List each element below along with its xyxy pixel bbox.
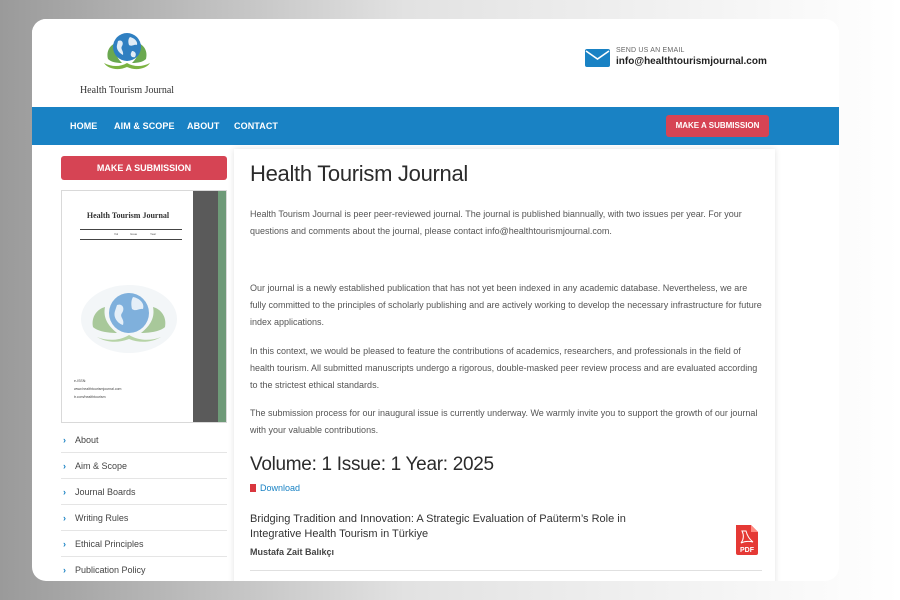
sidebar-menu: [61, 427, 227, 581]
issue-title: Volume: 1 Issue: 1 Year: 2025: [250, 454, 494, 475]
cover-divider: [80, 229, 182, 230]
nav-make-submission-button[interactable]: MAKE A SUBMISSION: [666, 115, 769, 137]
site-logo[interactable]: [72, 29, 182, 101]
cover-spine: [193, 191, 218, 422]
download-label: Download: [260, 483, 301, 493]
sidebar-item-label: Ethical Principles: [75, 539, 144, 549]
cover-footer-line: www.healthtourismjournal.com: [74, 387, 122, 391]
chevron-right-icon: ›: [63, 487, 66, 497]
email-link[interactable]: info@healthtourismjournal.com: [616, 56, 767, 67]
cover-subhead: Vol: [114, 232, 119, 236]
cover-subhead: Year: [150, 232, 157, 236]
pdf-label: PDF: [740, 547, 754, 554]
cover-divider: [80, 239, 182, 240]
pdf-file-icon[interactable]: [734, 525, 760, 555]
page-title: Health Tourism Journal: [250, 161, 468, 186]
cover-spine-accent: [218, 191, 226, 422]
cover-footer-line: tr.com/healthtourism: [74, 395, 106, 399]
body-paragraph: Our journal is a newly established publication that has not yet been indexed in any academic database. Nevertheless, we are fully committed to the principles of scholarly publishing and are actively working to develop the necessary infrastructure for future index applications.: [250, 283, 762, 327]
main-content: [234, 149, 775, 581]
chevron-right-icon: ›: [63, 461, 66, 471]
main-navigation: [32, 107, 839, 145]
cover-page: [62, 191, 193, 422]
sidebar-item-aim-scope[interactable]: [61, 453, 227, 479]
logo-text: Health Tourism Journal: [79, 85, 175, 96]
site-header: [32, 19, 839, 107]
cover-subhead: Issue: [130, 232, 138, 236]
sidebar-make-submission-button[interactable]: MAKE A SUBMISSION: [61, 156, 227, 180]
chevron-right-icon: ›: [63, 513, 66, 523]
cover-title: Health Tourism Journal: [86, 211, 170, 220]
nav-home[interactable]: HOME: [70, 121, 98, 131]
sidebar-item-label: Writing Rules: [75, 513, 129, 523]
sidebar-item-label: Journal Boards: [75, 487, 136, 497]
chevron-right-icon: ›: [63, 565, 66, 575]
sidebar-item-journal-boards[interactable]: [61, 479, 227, 505]
sidebar-item-writing-rules[interactable]: [61, 505, 227, 531]
sidebar-item-about[interactable]: [61, 427, 227, 453]
chevron-right-icon: ›: [63, 435, 66, 445]
sidebar-item-label: About: [75, 435, 99, 445]
chevron-right-icon: ›: [63, 539, 66, 549]
globe-logo-icon: [102, 29, 152, 81]
nav-about[interactable]: ABOUT: [187, 121, 220, 131]
sidebar-item-label: Publication Policy: [75, 565, 146, 575]
sidebar-item-publication-policy[interactable]: [61, 557, 227, 581]
nav-aim-scope[interactable]: AIM & SCOPE: [114, 121, 175, 131]
nav-contact[interactable]: CONTACT: [234, 121, 279, 131]
intro-paragraph: Health Tourism Journal is peer peer-reviewed journal. The journal is published biannually, with two issues per year. For your questions and comments about the journal, please contact info@healthtourismjournal.com.: [250, 209, 742, 236]
cover-footer-line: e-ISSN:: [74, 379, 87, 383]
article-title-link[interactable]: Bridging Tradition and Innovation: A Strategic Evaluation of Paüterm’s Role in Integrative Health Tourism in Türkiye: [250, 513, 626, 540]
download-link[interactable]: [250, 483, 300, 493]
download-icon: [250, 484, 256, 492]
sidebar-item-label: Aim & Scope: [75, 461, 128, 471]
body-paragraph: In this context, we would be pleased to feature the contributions of academics, researchers, and professionals in the field of health tourism. All submitted manuscripts undergo a rigorous, double-masked peer review process and are evaluated according to the strictest ethical standards.: [250, 346, 758, 390]
article-author: Mustafa Zait Balıkçı: [250, 547, 335, 557]
sidebar-item-ethical-principles[interactable]: [61, 531, 227, 557]
body-paragraph: The submission process for our inaugural issue is currently underway. We warmly invite you to support the growth of our journal with your valuable contributions.: [250, 408, 758, 435]
browser-frame: [32, 19, 839, 581]
email-label: SEND US AN EMAIL: [616, 47, 685, 54]
cover-globe-icon: [79, 283, 179, 353]
envelope-icon: [585, 49, 610, 67]
journal-cover-image[interactable]: [61, 190, 227, 423]
article-divider: [250, 570, 762, 571]
